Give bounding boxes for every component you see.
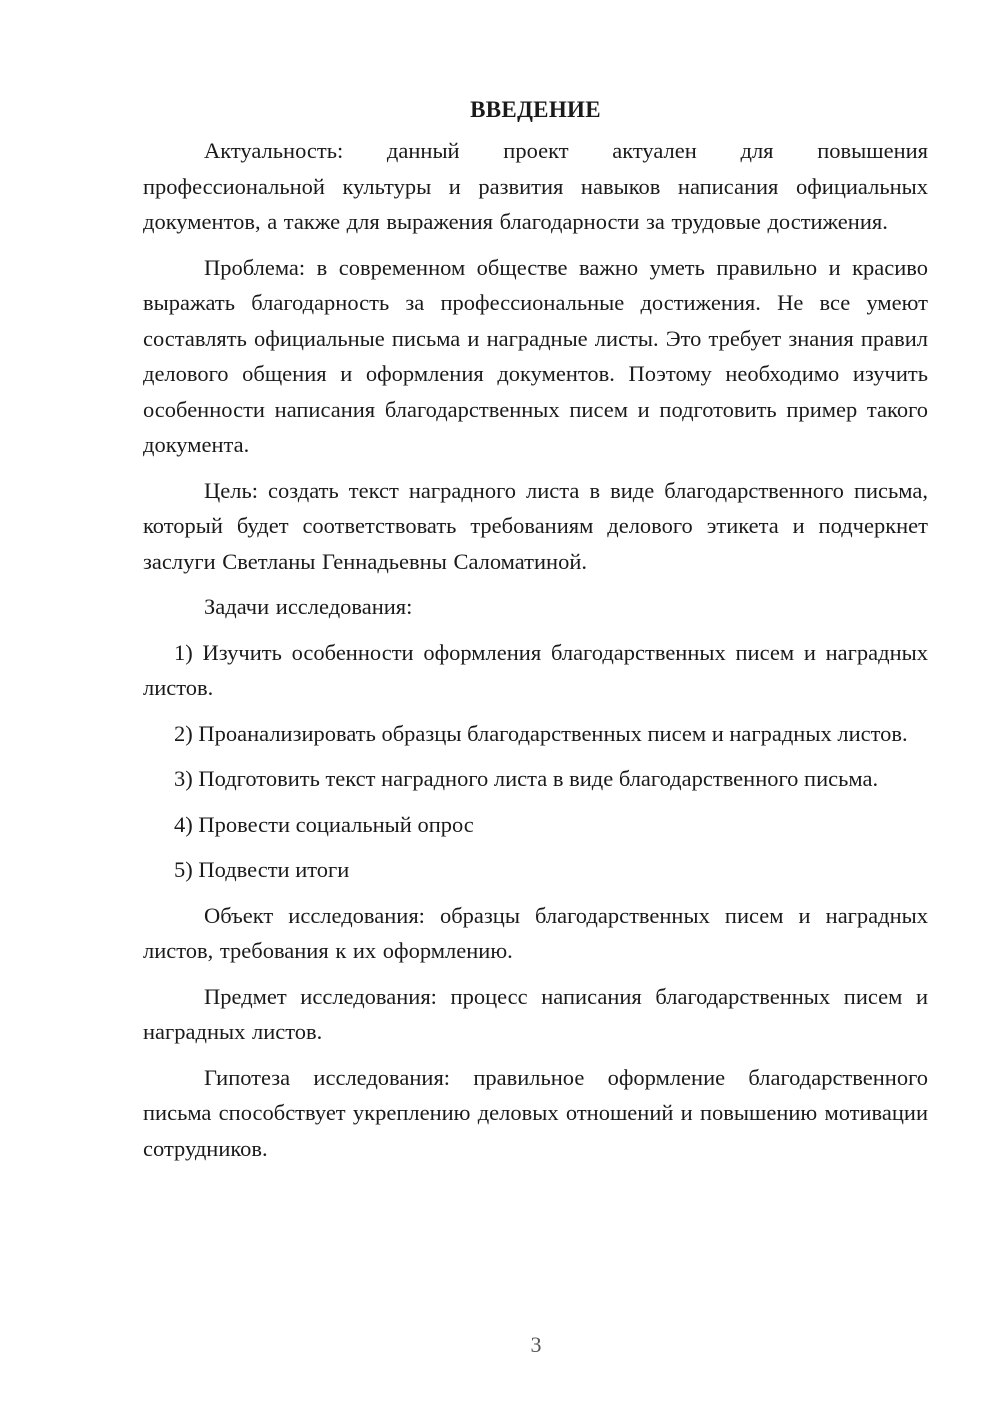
problem-paragraph: Проблема: в современном обществе важно уметь правильно и красиво выражать благодарность за профессиональные достижения. Не все умеют составлять официальные письма и наградные листы. Это требует знания правил делового общения и оформления документов. Поэтому необходимо изучить особенности написания благодарственных писем и подготовить пример такого документа.	[143, 254, 928, 457]
page-number: 3	[530, 1332, 542, 1357]
document-page	[143, 92, 928, 1176]
subject-paragraph: Предмет исследования: процесс написания благодарственных писем и наградных листов.	[143, 983, 928, 1044]
task-item: 4) Провести социальный опрос	[174, 811, 474, 837]
hypothesis-paragraph: Гипотеза исследования: правильное оформление благодарственного письма способствует укреплению деловых отношений и повышению мотивации сотрудников.	[143, 1064, 928, 1161]
object-paragraph: Объект исследования: образцы благодарственных писем и наградных листов, требования к их оформлению.	[143, 902, 928, 963]
tasks-heading: Задачи исследования:	[204, 594, 413, 619]
relevance-paragraph: Актуальность: данный проект актуален для повышения профессиональной культуры и развития навыков написания официальных документов, а также для выражения благодарности за трудовые достижения.	[143, 138, 928, 234]
task-item: 1) Изучить особенности оформления благодарственных писем и наградных листов.	[143, 639, 928, 700]
goal-paragraph: Цель: создать текст наградного листа в виде благодарственного письма, который будет соответствовать требованиям делового этикета и подчеркнет заслуги Светланы Геннадьевны Саломатиной.	[143, 477, 928, 574]
task-item: 2) Проанализировать образцы благодарственных писем и наградных листов.	[174, 720, 908, 746]
task-item: 5) Подвести итоги	[174, 857, 350, 882]
task-item: 3) Подготовить текст наградного листа в виде благодарственного письма.	[174, 766, 879, 791]
section-heading: ВВЕДЕНИЕ	[470, 97, 601, 122]
